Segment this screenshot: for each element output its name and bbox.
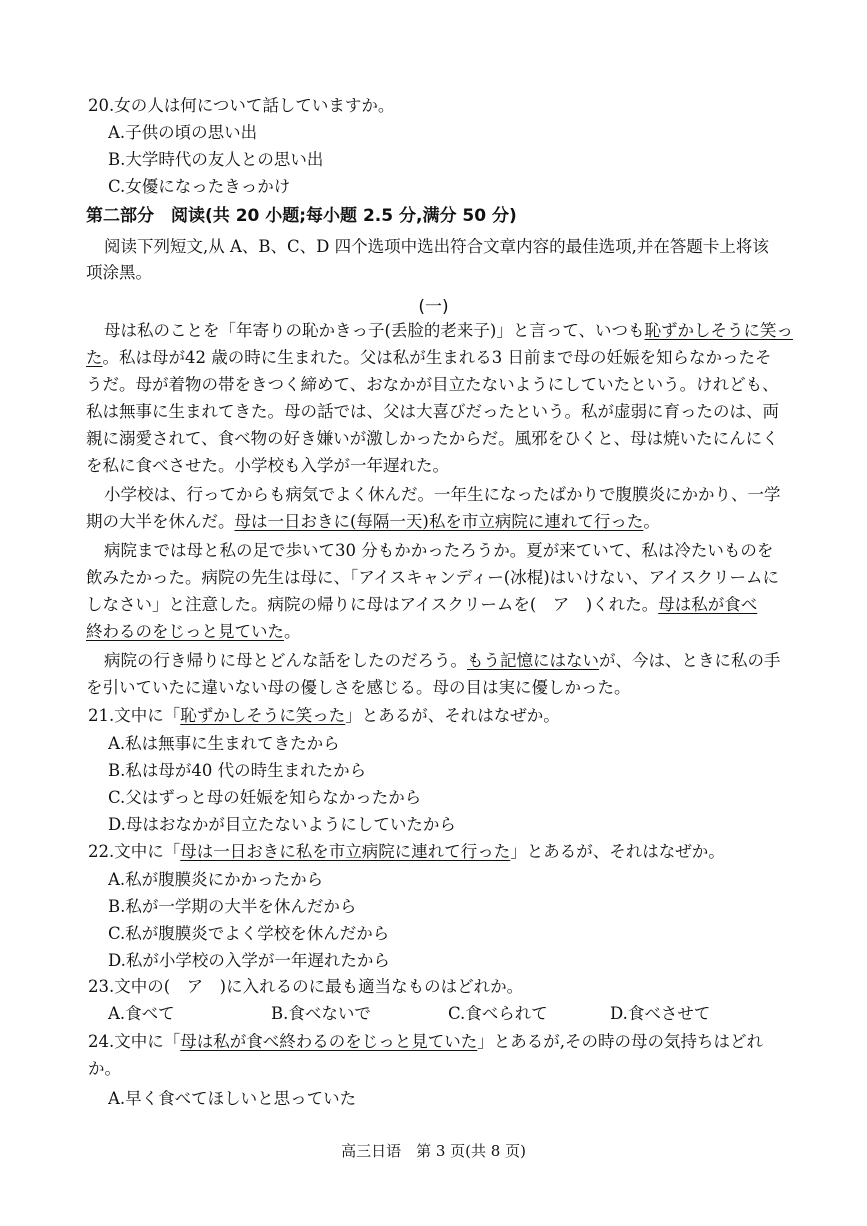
question-24-stem-text: 24.文中に「: [88, 1032, 181, 1051]
question-22-stem-text: 」とあるが、それはなぜか。: [510, 842, 725, 861]
passage-line: [104, 650, 804, 672]
passage-text: 。私は母が42 歳の時に生まれた。父は私が生まれる3 日前まで母の妊娠を知らなかったそ: [102, 348, 772, 367]
question-20-option-a: A.子供の頃の思い出: [108, 123, 258, 142]
question-22-option-c: C.私が腹膜炎でよく学校を休んだから: [108, 924, 390, 943]
section-instruction-continued: 项涂黑。: [86, 263, 152, 282]
passage-line: 小学校は、行ってからも病気でよく休んだ。一年生になったばかりで腹膜炎にかかり、一学: [104, 485, 781, 504]
question-23-option-c: C.食べられて: [448, 1004, 548, 1023]
passage-line: [86, 511, 786, 533]
question-21-stem-text: 21.文中に「: [88, 706, 181, 725]
passage-text: 母は私のことを「年寄りの恥かきっ子(丢脸的老来子)」と言って、いつも: [104, 321, 645, 340]
underlined-phrase-24-end: 終わるのをじっと見ていた: [86, 622, 284, 641]
passage-line: 私は無事に生まれてきた。母の話では、父は大喜びだったという。私が虚弱に育ったのは、両: [86, 402, 779, 421]
passage-text: 。: [643, 512, 660, 531]
question-23-option-b: B.食べないで: [271, 1004, 371, 1023]
question-23-option-d: D.食べさせて: [610, 1004, 711, 1023]
question-21-stem: [88, 705, 788, 727]
question-23-options: [108, 1003, 788, 1025]
question-20-option-c: C.女優になったきっかけ: [108, 177, 291, 196]
passage-text: が、今は、ときに私の手: [599, 651, 781, 670]
question-21-stem-text: 」とあるが、それはなぜか。: [345, 706, 560, 725]
question-22-option-a: A.私が腹膜炎にかかったから: [108, 870, 324, 889]
question-20-stem: 20.女の人は何について話していますか。: [88, 96, 395, 115]
section-instruction: 阅读下列短文,从 A、B、C、D 四个选项中选出符合文章内容的最佳选项,并在答题卡上将该: [104, 237, 769, 256]
question-22-option-d: D.私が小学校の入学が一年遅れたから: [108, 951, 390, 970]
passage-line: 病院までは母と私の足で歩いて30 分もかかったろうか。夏が来ていて、私は冷たいものを: [104, 541, 774, 560]
question-24-stem-text: 」とあるが,その時の母の気持ちはどれ: [477, 1032, 763, 1051]
passage-line: を引いていたに違いない母の優しさを感じる。母の目は実に優しかった。: [86, 678, 631, 697]
question-21-option-d: D.母はおなかが目立たないようにしていたから: [108, 815, 456, 834]
question-22-stem: [88, 841, 788, 863]
passage-text: 病院の行き帰りに母とどんな話をしたのだろう。: [104, 651, 467, 670]
question-22-underlined: 母は一日おきに私を市立病院に連れて行った: [180, 842, 511, 861]
passage-line: [104, 320, 804, 342]
passage-line: うだ。母が着物の帯をきつく締めて、おなかが目立たないようにしていたという。けれども、: [86, 375, 779, 394]
passage-text: 期の大半を休んだ。: [86, 512, 235, 531]
question-21-option-a: A.私は無事に生まれてきたから: [108, 734, 340, 753]
question-24-stem-continued: か。: [88, 1059, 121, 1078]
underlined-phrase-21-end: た: [86, 348, 103, 367]
question-24-stem: [88, 1031, 788, 1053]
underlined-phrase-24: 母は私が食べ: [658, 595, 758, 614]
passage-line: を私に食べさせた。小学校も入学が一年遅れた。: [86, 456, 449, 475]
question-21-option-b: B.私は母が40 代の時生まれたから: [108, 761, 367, 780]
question-24-option-a: A.早く食べてほしいと思っていた: [108, 1089, 357, 1108]
passage-title: (一): [418, 297, 449, 317]
passage-line: [86, 347, 786, 369]
question-21-underlined: 恥ずかしそうに笑った: [180, 706, 346, 725]
underlined-phrase-memory: もう記憶にはない: [467, 651, 599, 670]
underlined-phrase-22: 母は一日おきに(每隔一天)私を市立病院に連れて行った: [234, 512, 644, 531]
question-23-option-a: A.食べて: [108, 1004, 175, 1023]
underlined-phrase-21: 恥ずかしそうに笑っ: [644, 321, 794, 340]
question-23-stem: 23.文中の( ア )に入れるのに最も適当なものはどれか。: [88, 977, 524, 996]
passage-line: [86, 621, 786, 643]
question-20-option-b: B.大学時代の友人との思い出: [108, 150, 324, 169]
question-24-underlined: 母は私が食べ終わるのをじっと見ていた: [180, 1032, 478, 1051]
question-22-stem-text: 22.文中に「: [88, 842, 181, 861]
passage-line: [86, 594, 786, 616]
passage-line: 親に溺愛されて、食べ物の好き嫌いが激しかったからだ。風邪をひくと、母は焼いたにんにく: [86, 429, 779, 448]
passage-line: 飲みたかった。病院の先生は母に、「アイスキャンディー(冰棍)はいけない、アイスクリームに: [86, 568, 780, 587]
question-22-option-b: B.私が一学期の大半を休んだから: [108, 897, 357, 916]
section-heading: 第二部分 阅读(共 20 小题;每小题 2.5 分,满分 50 分): [86, 206, 517, 226]
question-21-option-c: C.父はずっと母の妊娠を知らなかったから: [108, 788, 422, 807]
passage-text: しなさい」と注意した。病院の帰りに母はアイスクリームを( ア )くれた。: [86, 595, 659, 614]
passage-text: 。: [284, 622, 301, 641]
page-footer: 高三日语 第 3 页(共 8 页): [341, 1142, 526, 1160]
